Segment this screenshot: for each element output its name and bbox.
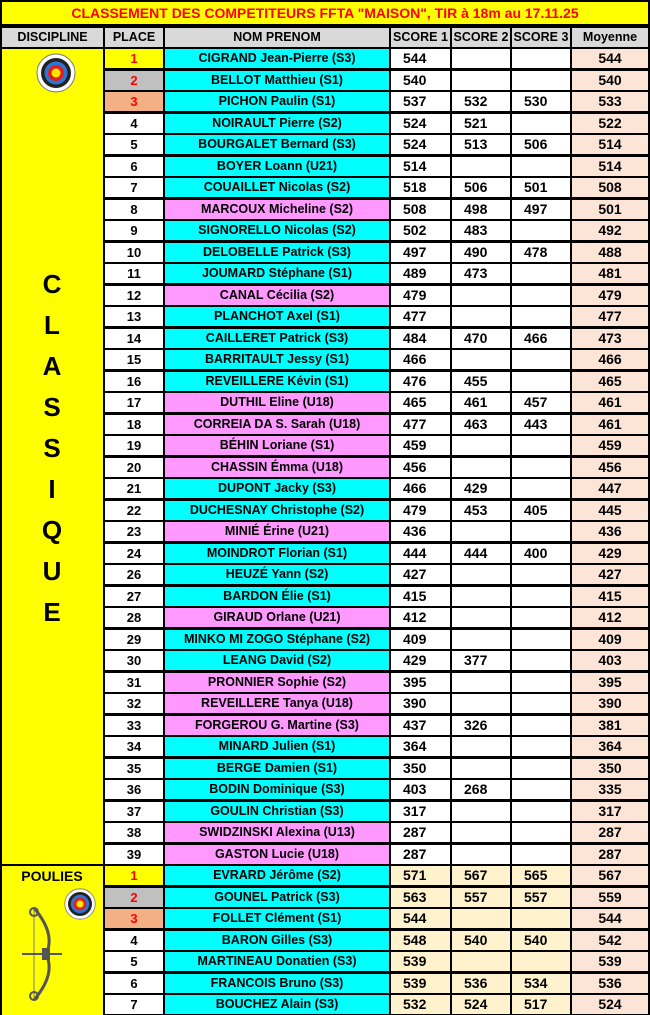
cell-avg: 466 bbox=[572, 350, 648, 369]
vertical-letter: E bbox=[43, 597, 61, 627]
discipline-label: POULIES bbox=[21, 868, 83, 884]
cell-avg: 381 bbox=[572, 716, 648, 735]
vertical-letter: Q bbox=[41, 515, 63, 545]
cell-s3: 565 bbox=[512, 866, 570, 885]
cell-s1: 502 bbox=[391, 221, 450, 240]
cell-name: BÉHIN Loriane (S1) bbox=[165, 436, 389, 455]
cell-s3: 457 bbox=[512, 393, 570, 412]
cell-s1: 403 bbox=[391, 780, 450, 799]
vertical-letter: S bbox=[43, 433, 61, 463]
cell-avg: 335 bbox=[572, 780, 648, 799]
cell-s3: 405 bbox=[512, 501, 570, 520]
cell-s1: 539 bbox=[391, 974, 450, 993]
cell-s1: 508 bbox=[391, 200, 450, 219]
cell-s3 bbox=[512, 694, 570, 713]
cell-name: COUAILLET Nicolas (S2) bbox=[165, 178, 389, 197]
cell-s2 bbox=[452, 630, 510, 649]
cell-s1: 489 bbox=[391, 264, 450, 283]
cell-s1: 484 bbox=[391, 329, 450, 348]
cell-avg: 544 bbox=[572, 49, 648, 68]
cell-s2: 521 bbox=[452, 114, 510, 133]
cell-avg: 459 bbox=[572, 436, 648, 455]
cell-s1: 412 bbox=[391, 608, 450, 627]
cell-s2: 557 bbox=[452, 888, 510, 907]
cell-name: LEANG David (S2) bbox=[165, 651, 389, 670]
vertical-letter: U bbox=[42, 556, 62, 586]
cell-name: JOUMARD Stéphane (S1) bbox=[165, 264, 389, 283]
cell-place: 16 bbox=[105, 372, 163, 391]
cell-avg: 415 bbox=[572, 587, 648, 606]
cell-s2 bbox=[452, 458, 510, 477]
cell-s3 bbox=[512, 845, 570, 864]
cell-name: MINIÉ Érine (U21) bbox=[165, 522, 389, 541]
cell-avg: 544 bbox=[572, 909, 648, 928]
cell-s2 bbox=[452, 608, 510, 627]
cell-avg: 350 bbox=[572, 759, 648, 778]
compound-bow-icon bbox=[20, 904, 66, 1009]
cell-place: 33 bbox=[105, 716, 163, 735]
cell-avg: 492 bbox=[572, 221, 648, 240]
cell-place: 17 bbox=[105, 393, 163, 412]
cell-name: MINARD Julien (S1) bbox=[165, 737, 389, 756]
cell-place: 8 bbox=[105, 200, 163, 219]
cell-avg: 427 bbox=[572, 565, 648, 584]
cell-name: HEUZÉ Yann (S2) bbox=[165, 565, 389, 584]
cell-s3 bbox=[512, 802, 570, 821]
cell-s1: 395 bbox=[391, 673, 450, 692]
cell-s2 bbox=[452, 845, 510, 864]
cell-name: BODIN Dominique (S3) bbox=[165, 780, 389, 799]
cell-name: CHASSIN Émma (U18) bbox=[165, 458, 389, 477]
cell-s1: 466 bbox=[391, 479, 450, 498]
cell-s2: 540 bbox=[452, 931, 510, 950]
cell-s1: 415 bbox=[391, 587, 450, 606]
cell-s1: 514 bbox=[391, 157, 450, 176]
cell-avg: 514 bbox=[572, 135, 648, 154]
cell-s2: 513 bbox=[452, 135, 510, 154]
cell-name: CANAL Cécilia (S2) bbox=[165, 286, 389, 305]
cell-avg: 445 bbox=[572, 501, 648, 520]
cell-s3 bbox=[512, 49, 570, 68]
cell-s2: 524 bbox=[452, 995, 510, 1014]
cell-s2 bbox=[452, 694, 510, 713]
cell-s2: 268 bbox=[452, 780, 510, 799]
cell-s3 bbox=[512, 716, 570, 735]
cell-place: 15 bbox=[105, 350, 163, 369]
cell-avg: 436 bbox=[572, 522, 648, 541]
cell-s2 bbox=[452, 436, 510, 455]
cell-s3 bbox=[512, 479, 570, 498]
cell-s2 bbox=[452, 71, 510, 90]
header-discipline: DISCIPLINE bbox=[2, 28, 103, 47]
cell-s3 bbox=[512, 157, 570, 176]
vertical-letter: A bbox=[42, 351, 62, 381]
cell-s3: 466 bbox=[512, 329, 570, 348]
cell-s2 bbox=[452, 286, 510, 305]
cell-avg: 403 bbox=[572, 651, 648, 670]
cell-s3 bbox=[512, 909, 570, 928]
cell-avg: 481 bbox=[572, 264, 648, 283]
cell-place: 13 bbox=[105, 307, 163, 326]
cell-place: 11 bbox=[105, 264, 163, 283]
cell-s3 bbox=[512, 651, 570, 670]
cell-s2: 453 bbox=[452, 501, 510, 520]
cell-avg: 287 bbox=[572, 845, 648, 864]
cell-s1: 476 bbox=[391, 372, 450, 391]
cell-name: PLANCHOT Axel (S1) bbox=[165, 307, 389, 326]
cell-s3: 501 bbox=[512, 178, 570, 197]
cell-s2: 498 bbox=[452, 200, 510, 219]
cell-name: GOULIN Christian (S3) bbox=[165, 802, 389, 821]
cell-s3 bbox=[512, 350, 570, 369]
cell-place: 12 bbox=[105, 286, 163, 305]
cell-s1: 571 bbox=[391, 866, 450, 885]
header-score-3: SCORE 3 bbox=[512, 28, 570, 47]
cell-s1: 532 bbox=[391, 995, 450, 1014]
cell-place: 1 bbox=[105, 49, 163, 68]
cell-place: 37 bbox=[105, 802, 163, 821]
cell-s3 bbox=[512, 608, 570, 627]
cell-s3 bbox=[512, 780, 570, 799]
cell-avg: 287 bbox=[572, 823, 648, 842]
cell-place: 14 bbox=[105, 329, 163, 348]
cell-name: BERGE Damien (S1) bbox=[165, 759, 389, 778]
cell-s2: 483 bbox=[452, 221, 510, 240]
cell-s2 bbox=[452, 759, 510, 778]
cell-s1: 479 bbox=[391, 501, 450, 520]
cell-avg: 542 bbox=[572, 931, 648, 950]
cell-place: 36 bbox=[105, 780, 163, 799]
cell-s3 bbox=[512, 823, 570, 842]
cell-s3 bbox=[512, 114, 570, 133]
cell-name: SWIDZINSKI Alexina (U13) bbox=[165, 823, 389, 842]
cell-place: 7 bbox=[105, 178, 163, 197]
cell-s1: 548 bbox=[391, 931, 450, 950]
cell-avg: 522 bbox=[572, 114, 648, 133]
cell-s3 bbox=[512, 458, 570, 477]
cell-s2: 536 bbox=[452, 974, 510, 993]
cell-s1: 518 bbox=[391, 178, 450, 197]
target-icon bbox=[64, 888, 96, 925]
cell-avg: 524 bbox=[572, 995, 648, 1014]
cell-place: 24 bbox=[105, 544, 163, 563]
cell-avg: 409 bbox=[572, 630, 648, 649]
cell-avg: 477 bbox=[572, 307, 648, 326]
cell-s1: 409 bbox=[391, 630, 450, 649]
cell-avg: 429 bbox=[572, 544, 648, 563]
discipline-poulies bbox=[2, 866, 103, 1015]
cell-s3 bbox=[512, 759, 570, 778]
cell-name: BOYER Loann (U21) bbox=[165, 157, 389, 176]
cell-avg: 514 bbox=[572, 157, 648, 176]
cell-place: 4 bbox=[105, 931, 163, 950]
cell-avg: 479 bbox=[572, 286, 648, 305]
cell-s2: 377 bbox=[452, 651, 510, 670]
cell-s2 bbox=[452, 49, 510, 68]
cell-s1: 427 bbox=[391, 565, 450, 584]
cell-s2: 532 bbox=[452, 92, 510, 111]
cell-s1: 317 bbox=[391, 802, 450, 821]
header-place: PLACE bbox=[105, 28, 163, 47]
cell-avg: 501 bbox=[572, 200, 648, 219]
cell-s3: 478 bbox=[512, 243, 570, 262]
cell-s1: 497 bbox=[391, 243, 450, 262]
cell-name: NOIRAULT Pierre (S2) bbox=[165, 114, 389, 133]
cell-place: 19 bbox=[105, 436, 163, 455]
cell-name: FORGEROU G. Martine (S3) bbox=[165, 716, 389, 735]
cell-avg: 317 bbox=[572, 802, 648, 821]
vertical-letter: L bbox=[44, 310, 60, 340]
cell-s1: 287 bbox=[391, 845, 450, 864]
cell-s1: 436 bbox=[391, 522, 450, 541]
cell-s3 bbox=[512, 264, 570, 283]
cell-name: REVEILLERE Tanya (U18) bbox=[165, 694, 389, 713]
cell-s1: 524 bbox=[391, 114, 450, 133]
cell-s3 bbox=[512, 71, 570, 90]
cell-name: MOINDROT Florian (S1) bbox=[165, 544, 389, 563]
cell-avg: 473 bbox=[572, 329, 648, 348]
cell-s3 bbox=[512, 630, 570, 649]
cell-s1: 456 bbox=[391, 458, 450, 477]
cell-s1: 563 bbox=[391, 888, 450, 907]
cell-place: 38 bbox=[105, 823, 163, 842]
cell-place: 35 bbox=[105, 759, 163, 778]
cell-place: 29 bbox=[105, 630, 163, 649]
cell-name: FOLLET Clément (S1) bbox=[165, 909, 389, 928]
cell-place: 31 bbox=[105, 673, 163, 692]
cell-name: MARCOUX Micheline (S2) bbox=[165, 200, 389, 219]
cell-avg: 461 bbox=[572, 415, 648, 434]
cell-s1: 364 bbox=[391, 737, 450, 756]
cell-name: SIGNORELLO Nicolas (S2) bbox=[165, 221, 389, 240]
cell-name: BARON Gilles (S3) bbox=[165, 931, 389, 950]
cell-place: 5 bbox=[105, 135, 163, 154]
cell-s2 bbox=[452, 350, 510, 369]
cell-name: DELOBELLE Patrick (S3) bbox=[165, 243, 389, 262]
cell-s2 bbox=[452, 909, 510, 928]
vertical-letter: S bbox=[43, 392, 61, 422]
cell-s2: 444 bbox=[452, 544, 510, 563]
cell-s1: 524 bbox=[391, 135, 450, 154]
cell-place: 23 bbox=[105, 522, 163, 541]
cell-s2: 463 bbox=[452, 415, 510, 434]
cell-name: FRANCOIS Bruno (S3) bbox=[165, 974, 389, 993]
cell-s2 bbox=[452, 802, 510, 821]
cell-s2: 429 bbox=[452, 479, 510, 498]
cell-place: 5 bbox=[105, 952, 163, 971]
cell-place: 32 bbox=[105, 694, 163, 713]
cell-s3: 557 bbox=[512, 888, 570, 907]
cell-avg: 559 bbox=[572, 888, 648, 907]
cell-s2 bbox=[452, 157, 510, 176]
cell-s1: 544 bbox=[391, 49, 450, 68]
cell-name: CAILLERET Patrick (S3) bbox=[165, 329, 389, 348]
cell-s2: 461 bbox=[452, 393, 510, 412]
cell-name: CORREIA DA S. Sarah (U18) bbox=[165, 415, 389, 434]
cell-name: BELLOT Matthieu (S1) bbox=[165, 71, 389, 90]
header-score-1: SCORE 1 bbox=[391, 28, 450, 47]
cell-s1: 540 bbox=[391, 71, 450, 90]
cell-s3: 400 bbox=[512, 544, 570, 563]
cell-s3: 534 bbox=[512, 974, 570, 993]
cell-name: REVEILLERE Kévin (S1) bbox=[165, 372, 389, 391]
cell-avg: 508 bbox=[572, 178, 648, 197]
target-icon bbox=[36, 53, 76, 98]
cell-place: 3 bbox=[105, 92, 163, 111]
cell-name: MARTINEAU Donatien (S3) bbox=[165, 952, 389, 971]
cell-s3: 506 bbox=[512, 135, 570, 154]
cell-s1: 287 bbox=[391, 823, 450, 842]
cell-s1: 479 bbox=[391, 286, 450, 305]
cell-place: 18 bbox=[105, 415, 163, 434]
cell-s1: 437 bbox=[391, 716, 450, 735]
cell-s1: 477 bbox=[391, 307, 450, 326]
cell-place: 27 bbox=[105, 587, 163, 606]
cell-s2: 326 bbox=[452, 716, 510, 735]
header-name: NOM PRENOM bbox=[165, 28, 389, 47]
cell-name: DUPONT Jacky (S3) bbox=[165, 479, 389, 498]
cell-s1: 539 bbox=[391, 952, 450, 971]
cell-place: 1 bbox=[105, 866, 163, 885]
cell-place: 10 bbox=[105, 243, 163, 262]
cell-name: CIGRAND Jean-Pierre (S3) bbox=[165, 49, 389, 68]
cell-s2: 506 bbox=[452, 178, 510, 197]
vertical-letter: I bbox=[48, 474, 56, 504]
cell-s3 bbox=[512, 522, 570, 541]
cell-s2 bbox=[452, 737, 510, 756]
cell-avg: 461 bbox=[572, 393, 648, 412]
cell-s3 bbox=[512, 436, 570, 455]
cell-avg: 447 bbox=[572, 479, 648, 498]
cell-s1: 444 bbox=[391, 544, 450, 563]
cell-s2 bbox=[452, 565, 510, 584]
cell-s2 bbox=[452, 823, 510, 842]
cell-avg: 533 bbox=[572, 92, 648, 111]
cell-place: 30 bbox=[105, 651, 163, 670]
cell-s1: 350 bbox=[391, 759, 450, 778]
cell-s1: 537 bbox=[391, 92, 450, 111]
cell-s1: 477 bbox=[391, 415, 450, 434]
cell-name: MINKO MI ZOGO Stéphane (S2) bbox=[165, 630, 389, 649]
cell-name: PRONNIER Sophie (S2) bbox=[165, 673, 389, 692]
cell-avg: 465 bbox=[572, 372, 648, 391]
cell-s2: 473 bbox=[452, 264, 510, 283]
cell-name: BARDON Élie (S1) bbox=[165, 587, 389, 606]
header-average: Moyenne bbox=[572, 28, 648, 47]
cell-avg: 412 bbox=[572, 608, 648, 627]
cell-s1: 390 bbox=[391, 694, 450, 713]
cell-s2: 470 bbox=[452, 329, 510, 348]
cell-s1: 459 bbox=[391, 436, 450, 455]
cell-s3 bbox=[512, 673, 570, 692]
cell-s3: 517 bbox=[512, 995, 570, 1014]
discipline-classique bbox=[2, 49, 103, 864]
cell-s2 bbox=[452, 673, 510, 692]
cell-avg: 536 bbox=[572, 974, 648, 993]
cell-place: 28 bbox=[105, 608, 163, 627]
cell-s3 bbox=[512, 737, 570, 756]
cell-avg: 395 bbox=[572, 673, 648, 692]
cell-s3: 497 bbox=[512, 200, 570, 219]
cell-s2 bbox=[452, 307, 510, 326]
cell-s3 bbox=[512, 286, 570, 305]
cell-place: 9 bbox=[105, 221, 163, 240]
cell-place: 7 bbox=[105, 995, 163, 1014]
cell-place: 6 bbox=[105, 974, 163, 993]
cell-place: 4 bbox=[105, 114, 163, 133]
cell-s3 bbox=[512, 587, 570, 606]
cell-s3 bbox=[512, 372, 570, 391]
cell-name: GASTON Lucie (U18) bbox=[165, 845, 389, 864]
cell-name: DUTHIL Eline (U18) bbox=[165, 393, 389, 412]
cell-place: 2 bbox=[105, 71, 163, 90]
cell-name: GIRAUD Orlane (U21) bbox=[165, 608, 389, 627]
cell-s1: 466 bbox=[391, 350, 450, 369]
cell-s2: 490 bbox=[452, 243, 510, 262]
cell-place: 39 bbox=[105, 845, 163, 864]
vertical-letter: C bbox=[42, 269, 62, 299]
cell-name: BOURGALET Bernard (S3) bbox=[165, 135, 389, 154]
cell-s2 bbox=[452, 522, 510, 541]
cell-s3: 540 bbox=[512, 931, 570, 950]
page-title: CLASSEMENT DES COMPETITEURS FFTA "MAISON", TIR à 18m au 17.11.25 bbox=[2, 2, 648, 24]
cell-s1: 465 bbox=[391, 393, 450, 412]
cell-name: EVRARD Jérôme (S2) bbox=[165, 866, 389, 885]
cell-place: 20 bbox=[105, 458, 163, 477]
cell-s3: 443 bbox=[512, 415, 570, 434]
cell-avg: 390 bbox=[572, 694, 648, 713]
cell-name: GOUNEL Patrick (S3) bbox=[165, 888, 389, 907]
cell-s1: 429 bbox=[391, 651, 450, 670]
cell-avg: 488 bbox=[572, 243, 648, 262]
cell-s3: 530 bbox=[512, 92, 570, 111]
cell-place: 34 bbox=[105, 737, 163, 756]
cell-avg: 567 bbox=[572, 866, 648, 885]
cell-name: BOUCHEZ Alain (S3) bbox=[165, 995, 389, 1014]
cell-place: 22 bbox=[105, 501, 163, 520]
cell-s2: 567 bbox=[452, 866, 510, 885]
cell-avg: 540 bbox=[572, 71, 648, 90]
cell-avg: 539 bbox=[572, 952, 648, 971]
cell-s2: 455 bbox=[452, 372, 510, 391]
cell-place: 2 bbox=[105, 888, 163, 907]
cell-name: PICHON Paulin (S1) bbox=[165, 92, 389, 111]
cell-s2 bbox=[452, 952, 510, 971]
cell-name: DUCHESNAY Christophe (S2) bbox=[165, 501, 389, 520]
cell-place: 3 bbox=[105, 909, 163, 928]
cell-place: 26 bbox=[105, 565, 163, 584]
header-score-2: SCORE 2 bbox=[452, 28, 510, 47]
cell-s3 bbox=[512, 565, 570, 584]
cell-s3 bbox=[512, 307, 570, 326]
cell-s3 bbox=[512, 952, 570, 971]
cell-avg: 364 bbox=[572, 737, 648, 756]
cell-s3 bbox=[512, 221, 570, 240]
cell-s1: 544 bbox=[391, 909, 450, 928]
cell-name: BARRITAULT Jessy (S1) bbox=[165, 350, 389, 369]
cell-place: 21 bbox=[105, 479, 163, 498]
cell-avg: 456 bbox=[572, 458, 648, 477]
cell-s2 bbox=[452, 587, 510, 606]
cell-place: 6 bbox=[105, 157, 163, 176]
